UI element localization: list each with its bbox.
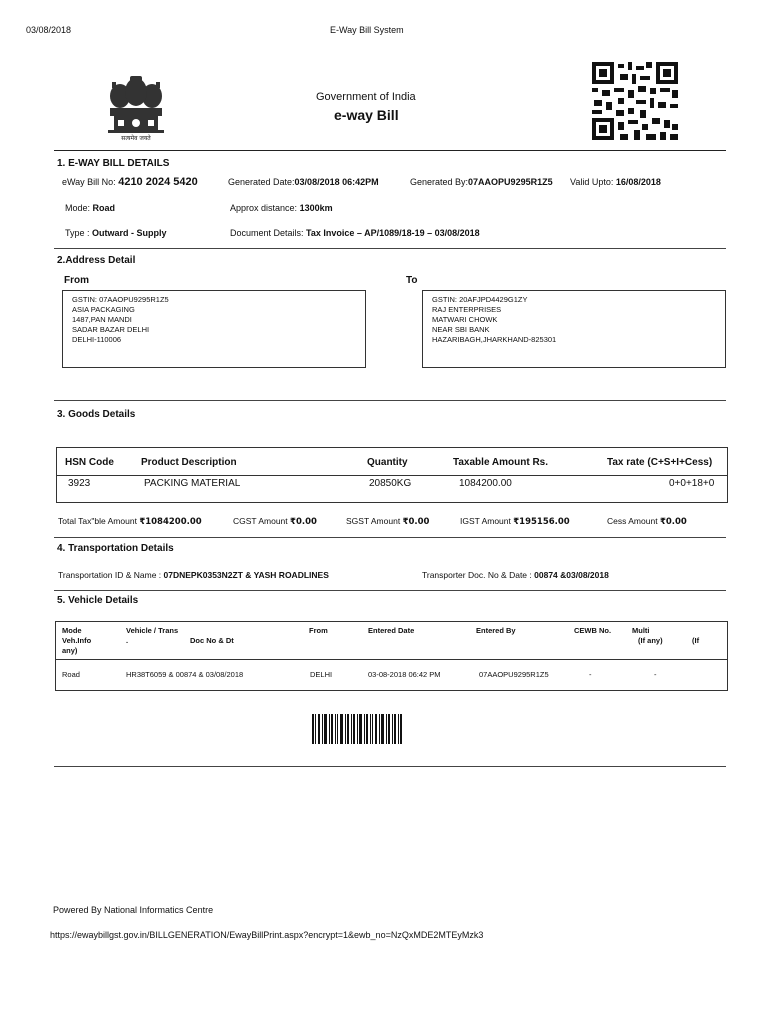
total-taxable bbox=[58, 516, 202, 527]
vehicle-header-mode-line2: Veh.Info bbox=[62, 636, 92, 645]
eway-details-heading: 1. E-WAY BILL DETAILS bbox=[57, 158, 170, 169]
transporter-id-label: Transportation ID & Name : bbox=[58, 570, 162, 580]
vehicle-multi-cell: - bbox=[654, 670, 657, 679]
document-details-label: Document Details: bbox=[230, 228, 304, 238]
divider bbox=[54, 590, 726, 591]
vehicle-header-mode-line1: Mode bbox=[62, 626, 82, 635]
goods-table bbox=[56, 447, 728, 503]
approx-distance-label: Approx distance: bbox=[230, 203, 298, 213]
igst-value: ₹195156.00 bbox=[513, 517, 570, 527]
to-address-line2: NEAR SBI BANK bbox=[432, 325, 490, 334]
vehicle-header-dot: . bbox=[126, 636, 129, 645]
vehicle-header-from: From bbox=[309, 626, 328, 635]
vehicle-header-cewb: CEWB No. bbox=[574, 626, 612, 635]
mode-label: Mode: bbox=[65, 203, 91, 213]
supply-type-value: Outward - Supply bbox=[92, 228, 167, 238]
document-details-value: Tax Invoice – AP/1089/18-19 – 03/08/2018 bbox=[306, 228, 480, 238]
vehicle-header-multi-line2: (If any) bbox=[638, 636, 663, 645]
sgst-value: ₹0.00 bbox=[402, 517, 430, 527]
vehicle-header-multi bbox=[632, 626, 663, 646]
mode-value: Road bbox=[92, 203, 116, 213]
goods-description-cell: PACKING MATERIAL bbox=[144, 478, 241, 489]
transporter-id-value: 07DNEPK0353N2ZT & YASH ROADLINES bbox=[163, 570, 329, 580]
vehicle-heading: 5. Vehicle Details bbox=[57, 595, 139, 606]
goods-tax-rate-cell: 0+0+18+0 bbox=[669, 478, 715, 489]
to-address-line3: HAZARIBAGH,JHARKHAND-825301 bbox=[432, 335, 557, 344]
vehicle-header-mode-line3: any) bbox=[62, 646, 78, 655]
vehicle-mode-cell: Road bbox=[62, 670, 80, 679]
print-date: 03/08/2018 bbox=[26, 25, 72, 35]
qr-code bbox=[592, 62, 678, 140]
vehicle-header-vehicle: Vehicle / Trans bbox=[126, 626, 179, 635]
from-address-line2: SADAR BAZAR DELHI bbox=[72, 325, 150, 334]
transporter-doc bbox=[422, 570, 609, 580]
vehicle-entered-by-cell: 07AAOPU9295R1Z5 bbox=[479, 670, 549, 679]
to-name: RAJ ENTERPRISES bbox=[432, 305, 502, 314]
from-address-box bbox=[62, 290, 366, 368]
valid-upto-label: Valid Upto: bbox=[570, 177, 614, 187]
generated-date-label: Generated Date: bbox=[228, 177, 295, 187]
eway-bill-no-value: 4210 2024 5420 bbox=[118, 176, 198, 188]
government-title: Government of India bbox=[316, 91, 416, 103]
generated-by bbox=[410, 177, 553, 187]
vehicle-header-doc-no: Doc No & Dt bbox=[190, 636, 234, 645]
emblem-motto: सत्यमेव जयते bbox=[121, 135, 151, 142]
valid-upto-value: 16/08/2018 bbox=[615, 177, 661, 187]
vehicle-cewb-cell: - bbox=[589, 670, 592, 679]
header-divider bbox=[54, 150, 726, 151]
approx-distance-value: 1300km bbox=[299, 203, 333, 213]
vehicle-header-entered-date: Entered Date bbox=[368, 626, 415, 635]
goods-header-tax-rate: Tax rate (C+S+I+Cess) bbox=[607, 457, 713, 468]
divider bbox=[54, 248, 726, 249]
cgst-amount bbox=[233, 516, 317, 527]
mode bbox=[65, 203, 115, 213]
supply-type-label: Type : bbox=[65, 228, 90, 238]
document-details bbox=[230, 228, 480, 238]
goods-header-quantity: Quantity bbox=[367, 457, 408, 468]
document-title: e-way Bill bbox=[334, 107, 399, 123]
eway-bill-no bbox=[62, 176, 198, 188]
vehicle-entered-date-cell: 03-08-2018 06:42 PM bbox=[368, 670, 441, 679]
generated-date bbox=[228, 177, 379, 187]
cgst-label: CGST Amount bbox=[233, 516, 288, 526]
igst-label: IGST Amount bbox=[460, 516, 511, 526]
eway-bill-no-label: eWay Bill No: bbox=[62, 177, 116, 187]
vehicle-header-multi-line1: Multi bbox=[632, 626, 650, 635]
total-taxable-label: Total Tax"ble Amount bbox=[58, 516, 137, 526]
transporter-doc-label: Transporter Doc. No & Date : bbox=[422, 570, 532, 580]
cess-amount bbox=[607, 516, 687, 527]
generated-by-value: 07AAOPU9295R1Z5 bbox=[468, 177, 553, 187]
sgst-label: SGST Amount bbox=[346, 516, 401, 526]
vehicle-from-cell: DELHI bbox=[310, 670, 333, 679]
total-taxable-value: ₹1084200.00 bbox=[139, 517, 202, 527]
page-url: https://ewaybillgst.gov.in/BILLGENERATION/EwayBillPrint.aspx?encrypt=1&ewb_no=NzQxMDE2MTEyMzk3 bbox=[50, 930, 484, 940]
goods-hsn-cell: 3923 bbox=[68, 478, 91, 489]
to-gstin: GSTIN: 20AFJPD4429G1ZY bbox=[432, 295, 528, 304]
igst-amount bbox=[460, 516, 570, 527]
vehicle-header-mode bbox=[62, 626, 91, 656]
goods-header-taxable: Taxable Amount Rs. bbox=[453, 457, 549, 468]
to-label: To bbox=[406, 275, 418, 286]
goods-heading: 3. Goods Details bbox=[57, 409, 136, 420]
vehicle-number-cell: HR38T6059 & 00874 & 03/08/2018 bbox=[126, 670, 244, 679]
from-label: From bbox=[64, 275, 89, 286]
goods-header-description: Product Description bbox=[141, 457, 237, 468]
goods-quantity-cell: 20850KG bbox=[369, 478, 412, 489]
cess-label: Cess Amount bbox=[607, 516, 658, 526]
address-heading: 2.Address Detail bbox=[57, 255, 136, 266]
transport-heading: 4. Transportation Details bbox=[57, 543, 174, 554]
approx-distance bbox=[230, 203, 333, 213]
vehicle-header-entered-by: Entered By bbox=[476, 626, 516, 635]
to-address-box bbox=[422, 290, 726, 368]
goods-header-hsn: HSN Code bbox=[65, 457, 114, 468]
from-address-line3: DELHI-110006 bbox=[72, 335, 122, 344]
divider bbox=[54, 766, 726, 767]
from-name: ASIA PACKAGING bbox=[72, 305, 135, 314]
cess-value: ₹0.00 bbox=[659, 517, 687, 527]
vehicle-table bbox=[55, 621, 728, 691]
transporter-doc-value: 00874 &03/08/2018 bbox=[534, 570, 609, 580]
cgst-value: ₹0.00 bbox=[290, 517, 317, 527]
divider bbox=[54, 400, 726, 401]
goods-header-separator bbox=[57, 475, 727, 476]
national-emblem bbox=[100, 72, 172, 148]
valid-upto bbox=[570, 177, 661, 187]
transporter-id bbox=[58, 570, 329, 580]
from-address-line1: 1487,PAN MANDI bbox=[72, 315, 132, 324]
vehicle-header-if: (If bbox=[692, 636, 700, 645]
sgst-amount bbox=[346, 516, 429, 527]
to-address-line1: MATWARI CHOWK bbox=[432, 315, 498, 324]
from-gstin: GSTIN: 07AAOPU9295R1Z5 bbox=[72, 295, 169, 304]
generated-date-value: 03/08/2018 06:42PM bbox=[294, 177, 379, 187]
generated-by-label: Generated By: bbox=[410, 177, 469, 187]
goods-taxable-cell: 1084200.00 bbox=[459, 478, 512, 489]
system-title: E-Way Bill System bbox=[330, 25, 404, 35]
barcode bbox=[312, 714, 404, 750]
divider bbox=[54, 537, 726, 538]
vehicle-header-separator bbox=[56, 659, 727, 660]
powered-by: Powered By National Informatics Centre bbox=[53, 905, 214, 915]
supply-type bbox=[65, 228, 167, 238]
